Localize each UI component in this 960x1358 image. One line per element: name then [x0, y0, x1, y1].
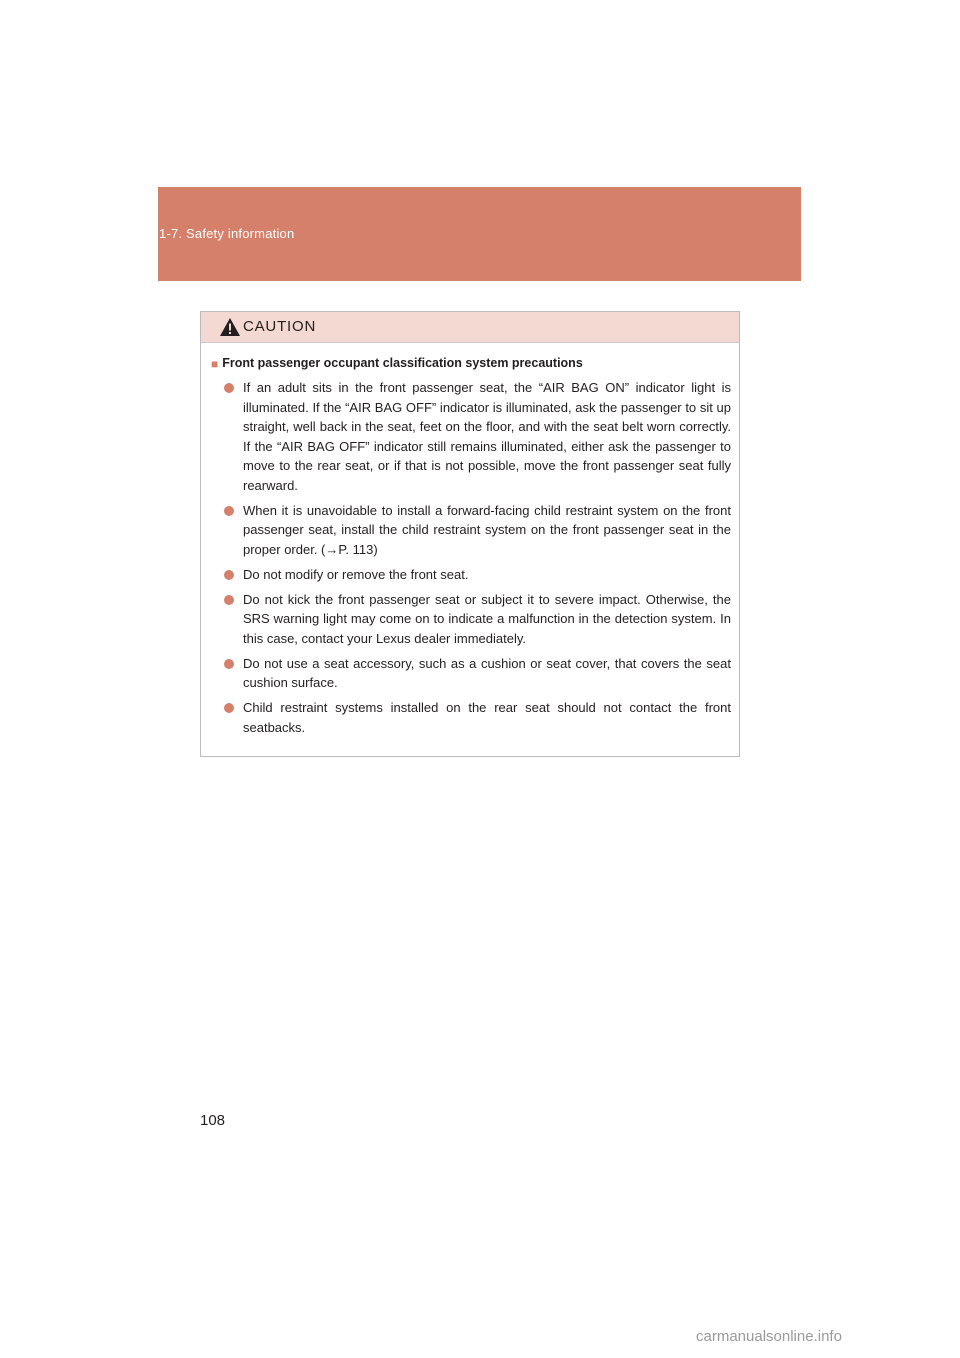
- list-item: When it is unavoidable to install a forward-facing child restraint system on the front passenger seat, install the child restraint system on the front passenger seat in the proper order. (→P. 113): [224, 501, 731, 560]
- bullet-dot-icon: [224, 506, 234, 516]
- square-bullet-icon: ■: [211, 357, 219, 371]
- list-item: Child restraint systems installed on the rear seat should not contact the front seatbacks.: [224, 698, 731, 737]
- caution-box: [200, 311, 740, 757]
- page-number: 108: [200, 1112, 226, 1129]
- bullet-dot-icon: [224, 595, 234, 605]
- bullet-dot-icon: [224, 383, 234, 393]
- bullet-dot-icon: [224, 703, 234, 713]
- section-header-band: [158, 187, 801, 281]
- list-item: If an adult sits in the front passenger seat, the “AIR BAG ON” indicator light is illuminated. If the “AIR BAG OFF” indicator is illuminated, ask the passenger to sit up straight, well back in the seat, feet on the floor, and with the seat belt worn correctly. If the “AIR BAG OFF” indicator still remains illuminated, either ask the passenger to move to the rear seat, or if that is not possible, move the front passenger seat fully rearward.: [224, 378, 731, 495]
- list-item: Do not kick the front passenger seat or subject it to severe impact. Otherwise, the SRS warning light may come on to indicate a malfunction in the detection system. In this case, contact your Lexus dealer immediately.: [224, 590, 731, 649]
- bullet-dot-icon: [224, 659, 234, 669]
- warning-triangle-icon: [219, 317, 241, 337]
- caution-title: CAUTION: [243, 318, 317, 335]
- section-title: 1-7. Safety information: [159, 226, 295, 241]
- caution-header: [201, 312, 739, 343]
- watermark-link[interactable]: carmanualsonline.info: [696, 1328, 842, 1345]
- caution-list: [211, 378, 731, 737]
- caution-subheading: [211, 356, 731, 372]
- bullet-dot-icon: [224, 570, 234, 580]
- caution-subheading-text: Front passenger occupant classification system precautions: [222, 356, 583, 370]
- caution-body: [201, 343, 739, 737]
- list-item: Do not use a seat accessory, such as a cushion or seat cover, that covers the seat cushion surface.: [224, 654, 731, 693]
- list-item: Do not modify or remove the front seat.: [224, 565, 731, 585]
